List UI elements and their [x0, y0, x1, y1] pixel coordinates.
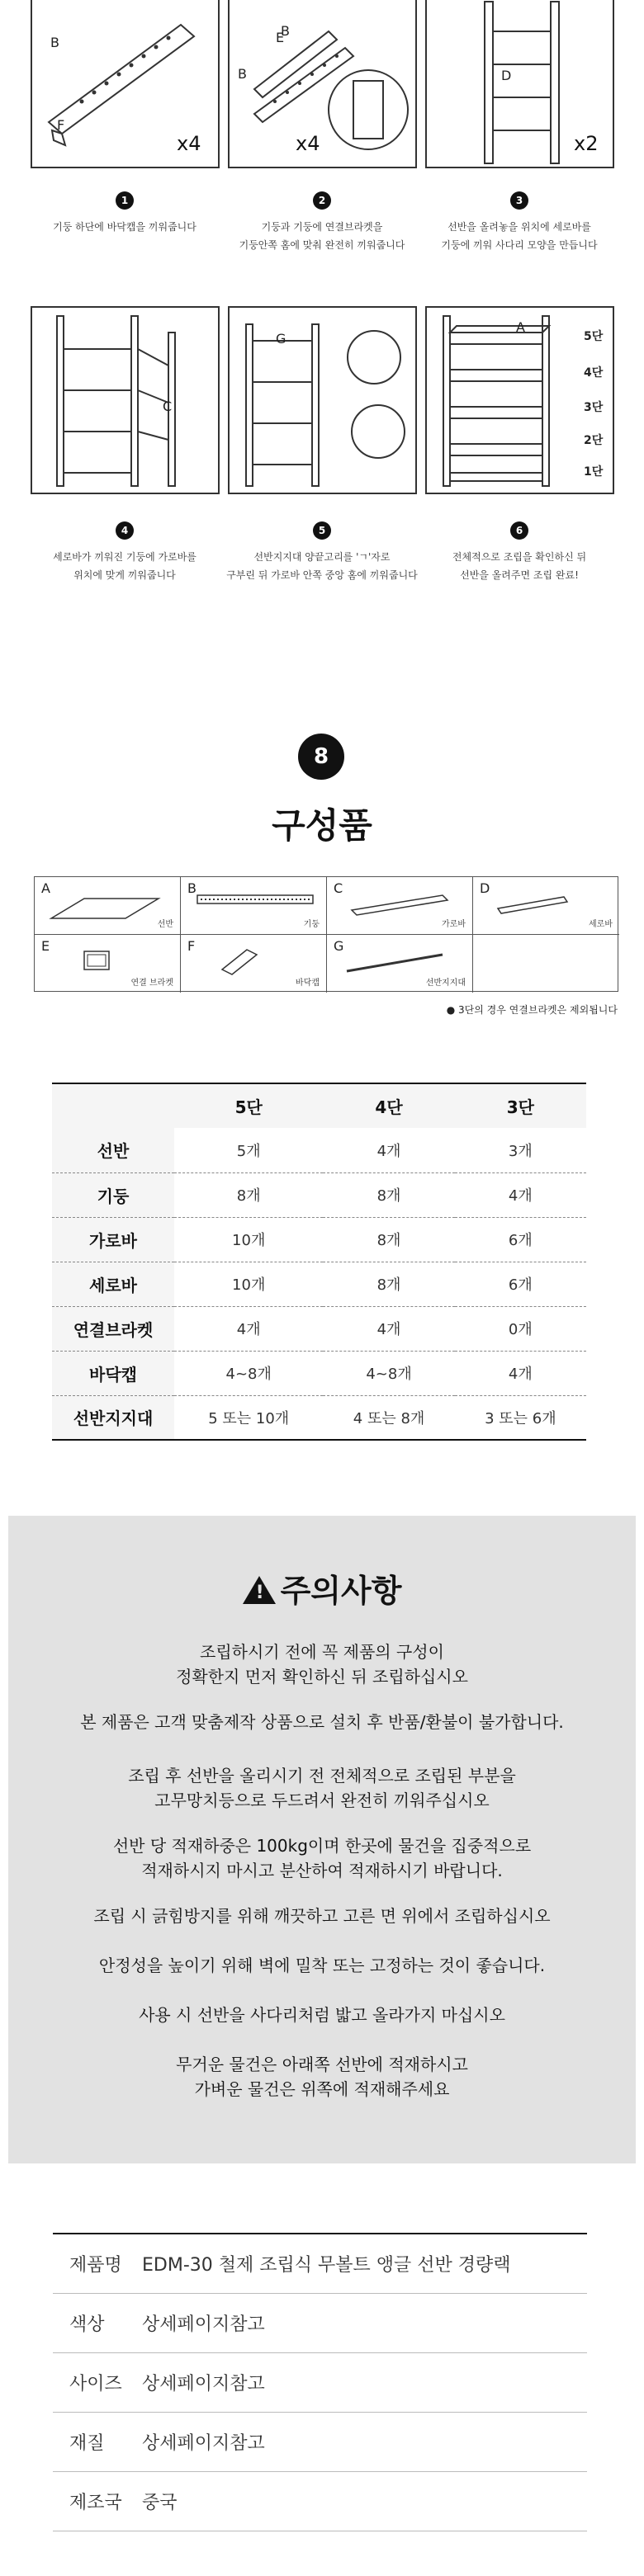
caution-paragraph [8, 1639, 636, 1689]
table-row [52, 1128, 586, 1172]
caution-line: 사용 시 선반을 사다리처럼 밟고 올라가지 마십시오 [139, 2005, 505, 2025]
row-header: 세로바 [52, 1262, 174, 1306]
quantity-label: x4 [177, 132, 201, 155]
component-name: 기둥 [303, 920, 320, 929]
row-header: 선반지지대 [52, 1395, 174, 1440]
step-text-line: 기둥에 끼워 사다리 모양을 만듭니다 [441, 239, 598, 251]
tier-label-2: 2단 [584, 434, 604, 447]
table-row [52, 1395, 586, 1440]
table-cell: 5개 [174, 1128, 323, 1172]
caution-line: 정확한지 먼저 확인하신 뒤 조립하십시오 [176, 1667, 468, 1687]
caution-paragraph [8, 1710, 636, 1734]
step-text-line: 선반을 올려주면 조립 완료! [460, 569, 579, 581]
caution-paragraph [8, 1763, 636, 1813]
component-letter: F [187, 938, 196, 954]
part-label-f: F [57, 117, 65, 133]
table-cell: 8개 [323, 1262, 454, 1306]
step-1-illustration [31, 0, 220, 168]
component-name: 선반지지대 [425, 979, 466, 988]
caution-paragraph [8, 2052, 636, 2102]
table-row [52, 1172, 586, 1217]
caution-box [8, 1516, 636, 2163]
table-row [52, 1351, 586, 1395]
table-row [52, 1262, 586, 1306]
info-value: 중국 [142, 2471, 587, 2531]
info-row [53, 2412, 587, 2471]
table-cell: 4개 [455, 1172, 586, 1217]
info-value: EDM-30 철제 조립식 무볼트 앵글 선반 경량랙 [142, 2234, 587, 2293]
caution-line: 선반 당 적재하중은 100kg이며 한곳에 물건을 집중적으로 [112, 1836, 532, 1856]
step-text-line: 세로바가 끼워진 기둥에 가로바를 [53, 551, 197, 563]
component-cell [181, 877, 327, 935]
tier-label-1: 1단 [584, 465, 604, 479]
info-key: 색상 [53, 2293, 142, 2352]
table-row [52, 1217, 586, 1262]
table-cell: 4개 [323, 1128, 454, 1172]
table-cell: 4개 [455, 1351, 586, 1395]
info-row [53, 2293, 587, 2352]
component-letter: B [187, 880, 197, 896]
caution-line: 조립하시기 전에 꼭 제품의 구성이 [200, 1642, 444, 1662]
info-row [53, 2471, 587, 2531]
frame-with-crossbars-drawing [32, 308, 220, 494]
step-2-text [219, 218, 425, 254]
step-text-line: 기둥과 기둥에 연결브라켓을 [261, 221, 383, 233]
table-cell: 4~8개 [323, 1351, 454, 1395]
table-cell: 6개 [455, 1262, 586, 1306]
table-cell: 4개 [174, 1306, 323, 1351]
step-number-badge: 5 [313, 521, 331, 540]
quantity-label: x2 [574, 132, 599, 155]
quantity-label: x4 [296, 132, 320, 155]
post-with-bracket-drawing [230, 0, 417, 168]
step-number-badge: 2 [313, 191, 331, 210]
row-header: 바닥캡 [52, 1351, 174, 1395]
caution-line: 조립 시 긁힘방지를 위해 깨끗하고 고른 면 위에서 조립하십시오 [93, 1906, 551, 1926]
info-value: 상세페이지참고 [142, 2412, 587, 2471]
tier-label-5: 5단 [584, 330, 604, 343]
step-1-text [21, 218, 228, 236]
row-header: 연결브라켓 [52, 1306, 174, 1351]
table-cell: 8개 [174, 1172, 323, 1217]
component-name: 가로바 [442, 920, 466, 929]
component-name: 선반 [157, 920, 173, 929]
caution-line: 안정성을 높이기 위해 벽에 밀착 또는 고정하는 것이 좋습니다. [98, 1956, 546, 1975]
step-3-illustration [425, 0, 614, 168]
caution-line: 고무망치등으로 두드려서 완전히 끼워주십시오 [154, 1790, 490, 1810]
info-row [53, 2234, 587, 2293]
part-label-g: G [276, 331, 286, 347]
components-grid [34, 876, 618, 992]
step-number-badge: 6 [510, 521, 528, 540]
part-label-b2: B [238, 66, 247, 82]
step-text-line: 기둥안쪽 홈에 맞춰 완전히 끼워줍니다 [239, 239, 405, 251]
step-5-illustration [228, 306, 417, 494]
caution-paragraph [8, 1833, 636, 1883]
step-5-text [219, 548, 425, 584]
warning-icon-mark: ! [255, 1583, 264, 1603]
component-letter: D [480, 880, 490, 896]
caution-paragraph [8, 1953, 636, 1978]
row-header: 가로바 [52, 1217, 174, 1262]
step-text-line: 전체적으로 조립을 확인하신 뒤 [452, 551, 587, 563]
caution-line: 본 제품은 고객 맞춤제작 상품으로 설치 후 반품/환불이 불가합니다. [80, 1712, 564, 1732]
tier-label-3: 3단 [584, 401, 604, 414]
caution-line: 조립 후 선반을 올리시기 전 전체적으로 조립된 부분을 [128, 1766, 516, 1786]
step-3-text [416, 218, 623, 254]
component-cell [327, 877, 473, 935]
quantity-table [52, 1083, 586, 1441]
table-cell: 10개 [174, 1217, 323, 1262]
step-6-illustration [425, 306, 614, 494]
component-letter: G [334, 938, 344, 954]
section-number-badge: 8 [298, 734, 344, 780]
component-name: 세로바 [589, 920, 613, 929]
tier-label-4: 4단 [584, 366, 604, 380]
step-number-badge: 1 [116, 191, 134, 210]
table-cell: 4~8개 [174, 1351, 323, 1395]
table-cell: 0개 [455, 1306, 586, 1351]
row-header: 기둥 [52, 1172, 174, 1217]
caution-line: 적재하시지 마시고 분산하여 적재하시기 바랍니다. [141, 1861, 503, 1880]
header-cell: 4단 [323, 1083, 454, 1128]
step-4-text [21, 548, 228, 584]
product-info-table [53, 2233, 587, 2531]
info-value: 상세페이지참고 [142, 2352, 587, 2412]
info-value: 상세페이지참고 [142, 2293, 587, 2352]
step-text-line: 선반지지대 양끝고리를 'ㄱ'자로 [253, 551, 391, 563]
info-row [53, 2352, 587, 2412]
part-label-b: B [281, 23, 290, 39]
step-text-line: 구부린 뒤 가로바 안쪽 중앙 홈에 끼워줍니다 [226, 569, 418, 581]
info-key: 제조국 [53, 2471, 142, 2531]
info-key: 제품명 [53, 2234, 142, 2293]
table-cell: 8개 [323, 1172, 454, 1217]
table-cell: 8개 [323, 1217, 454, 1262]
part-label-b: B [50, 35, 59, 50]
component-letter: E [41, 938, 50, 954]
component-name: 바닥캡 [296, 979, 320, 988]
caution-title-text: 주의사항 [280, 1573, 402, 1609]
part-label-e: E [276, 30, 285, 45]
header-cell: 5단 [174, 1083, 323, 1128]
table-cell: 4 또는 8개 [323, 1395, 454, 1440]
empty-cell [473, 935, 619, 993]
part-label-c: C [163, 399, 173, 414]
info-key: 사이즈 [53, 2352, 142, 2412]
shelf-support-drawing [230, 308, 417, 494]
step-4-illustration [31, 306, 220, 494]
table-row [52, 1306, 586, 1351]
component-cell [35, 877, 181, 935]
table-cell: 4개 [323, 1306, 454, 1351]
step-number-badge: 4 [116, 521, 134, 540]
step-text-line: 기둥 하단에 바닥캡을 끼워줍니다 [53, 221, 197, 233]
table-cell: 5 또는 10개 [174, 1395, 323, 1440]
component-cell [181, 935, 327, 993]
table-cell: 10개 [174, 1262, 323, 1306]
step-text-line: 선반을 올려놓을 위치에 세로바를 [447, 221, 591, 233]
component-cell [327, 935, 473, 993]
component-name: 연결 브라켓 [130, 979, 173, 988]
component-cell [35, 935, 181, 993]
components-note: ● 3단의 경우 연결브라켓은 제외됩니다 [446, 1004, 618, 1016]
step-text-line: 위치에 맞게 끼워줍니다 [73, 569, 176, 581]
part-label-a: A [516, 319, 525, 335]
caution-line: 가벼운 물건은 위쪽에 적재해주세요 [194, 2079, 450, 2099]
component-letter: A [41, 880, 50, 896]
part-label-d: D [501, 68, 512, 83]
table-cell: 3 또는 6개 [455, 1395, 586, 1440]
step-6-text [416, 548, 623, 584]
table-cell: 6개 [455, 1217, 586, 1262]
step-number-badge: 3 [510, 191, 528, 210]
warning-icon [243, 1576, 276, 1604]
table-cell: 3개 [455, 1128, 586, 1172]
step-2-illustration [228, 0, 417, 168]
table-header-row [52, 1083, 586, 1128]
section-title: 구성품 [272, 805, 372, 846]
header-cell [52, 1083, 174, 1128]
caution-title [8, 1565, 636, 1611]
caution-line: 무거운 물건은 아래쪽 선반에 적재하시고 [176, 2055, 468, 2074]
caution-paragraph [8, 2003, 636, 2027]
info-key: 재질 [53, 2412, 142, 2471]
header-cell: 3단 [455, 1083, 586, 1128]
row-header: 선반 [52, 1128, 174, 1172]
component-cell [473, 877, 619, 935]
component-letter: C [334, 880, 343, 896]
caution-paragraph [8, 1904, 636, 1928]
